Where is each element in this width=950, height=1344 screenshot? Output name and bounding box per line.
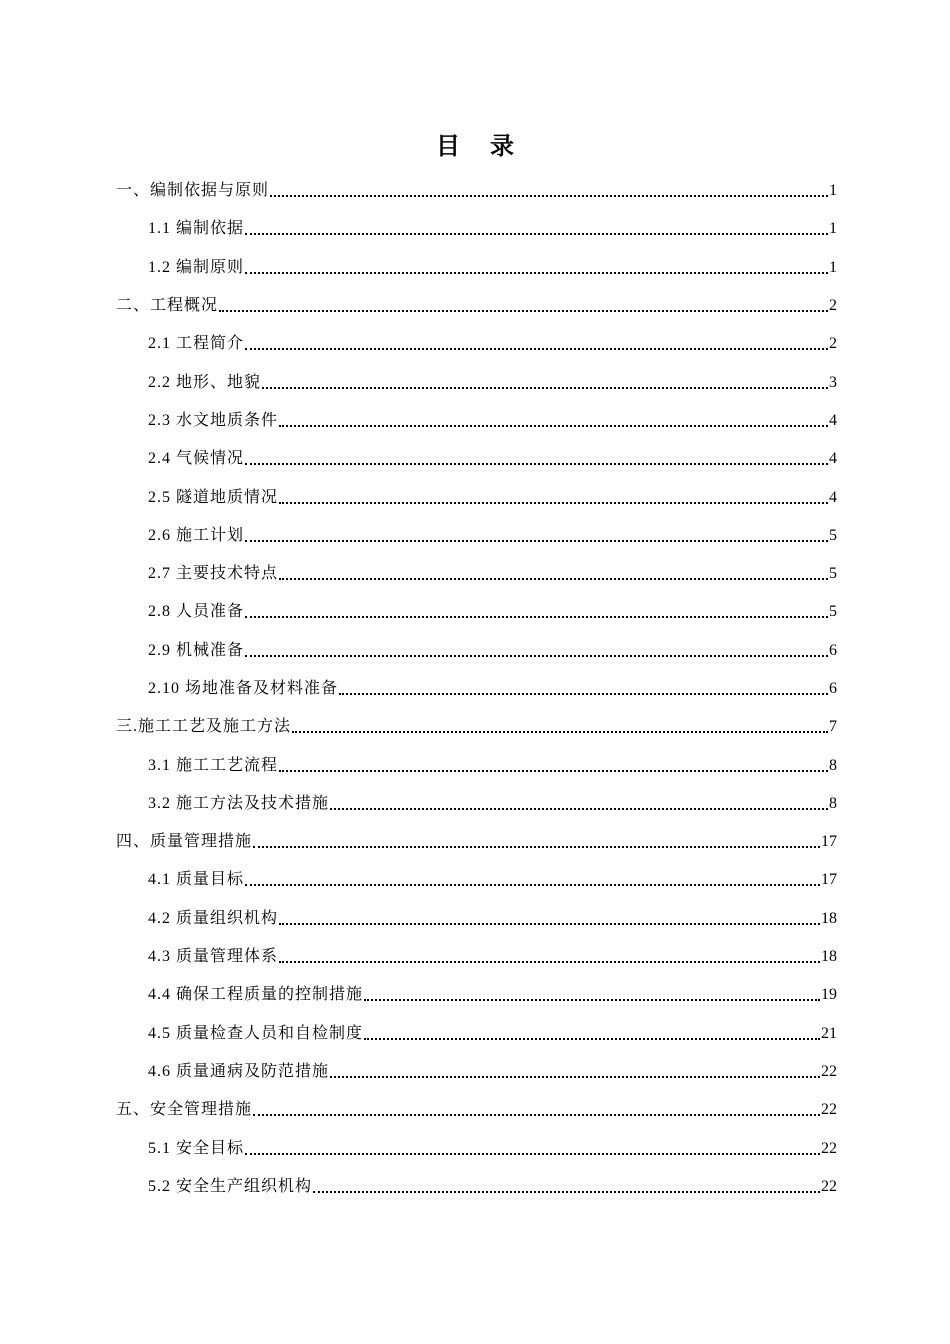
toc-entry-page-number: 4 bbox=[829, 450, 837, 468]
toc-entry-label: 二、工程概况 bbox=[116, 297, 219, 315]
toc-entry-page-number: 6 bbox=[829, 680, 837, 697]
toc-entry-page-number: 22 bbox=[821, 1101, 837, 1119]
toc-entry-label: 2.5 隧道地质情况 bbox=[148, 488, 279, 506]
toc-entry[interactable] bbox=[0, 632, 950, 670]
toc-title: 目 录 bbox=[436, 134, 526, 160]
toc-entry[interactable] bbox=[0, 670, 950, 708]
toc-entry[interactable] bbox=[0, 402, 950, 440]
toc-entry[interactable] bbox=[0, 325, 950, 363]
toc-entry-label: 2.10 场地准备及材料准备 bbox=[148, 680, 339, 697]
toc-entry[interactable] bbox=[0, 823, 950, 861]
toc-entry[interactable] bbox=[0, 172, 950, 210]
toc-entry-page-number: 6 bbox=[829, 641, 837, 659]
toc-entry-label: 1.2 编制原则 bbox=[148, 258, 245, 276]
toc-entry[interactable] bbox=[0, 1091, 950, 1129]
toc-entry-page-number: 17 bbox=[821, 833, 837, 851]
toc-entry-label: 三.施工工艺及施工方法 bbox=[116, 718, 292, 736]
toc-entry-page-number: 4 bbox=[829, 411, 837, 429]
toc-entry-page-number: 17 bbox=[821, 871, 837, 889]
toc-entry-page-number: 8 bbox=[829, 794, 837, 812]
toc-entry-label: 2.1 工程简介 bbox=[148, 335, 245, 353]
toc-entry-label: 5.1 安全目标 bbox=[148, 1139, 245, 1157]
dot-leader bbox=[292, 717, 828, 737]
toc-entry-page-number: 1 bbox=[829, 220, 837, 238]
toc-entry[interactable] bbox=[0, 1053, 950, 1091]
toc-entry-label: 2.3 水文地质条件 bbox=[148, 411, 279, 429]
toc-entry[interactable] bbox=[0, 900, 950, 938]
dot-leader bbox=[279, 488, 828, 508]
toc-entry-label: 2.2 地形、地貌 bbox=[148, 373, 262, 391]
dot-leader bbox=[245, 641, 828, 661]
dot-leader bbox=[245, 602, 828, 622]
dot-leader bbox=[279, 947, 820, 967]
toc-entry-label: 1.1 编制依据 bbox=[148, 220, 245, 238]
dot-leader bbox=[245, 1139, 820, 1159]
toc-entry-page-number: 8 bbox=[829, 756, 837, 774]
toc-entry-page-number: 3 bbox=[829, 373, 837, 391]
dot-leader bbox=[245, 258, 828, 278]
toc-entry[interactable] bbox=[0, 593, 950, 631]
toc-entry[interactable] bbox=[0, 1168, 950, 1206]
dot-leader bbox=[339, 679, 828, 699]
dot-leader bbox=[313, 1177, 820, 1197]
toc-entry-page-number: 18 bbox=[821, 948, 837, 966]
toc-entry[interactable] bbox=[0, 440, 950, 478]
dot-leader bbox=[330, 1062, 820, 1082]
toc-entry-page-number: 22 bbox=[821, 1177, 837, 1195]
toc-entry-page-number: 4 bbox=[829, 488, 837, 506]
toc-entry-page-number: 5 bbox=[829, 603, 837, 621]
toc-entry-page-number: 5 bbox=[829, 526, 837, 544]
dot-leader bbox=[279, 564, 828, 584]
toc-entry[interactable] bbox=[0, 249, 950, 287]
dot-leader bbox=[364, 1024, 820, 1044]
toc-entry-label: 4.5 质量检查人员和自检制度 bbox=[148, 1024, 364, 1042]
dot-leader bbox=[270, 181, 828, 201]
dot-leader bbox=[364, 985, 820, 1005]
toc-entry-label: 3.2 施工方法及技术措施 bbox=[148, 794, 330, 812]
dot-leader bbox=[245, 526, 828, 546]
toc-entry-label: 五、安全管理措施 bbox=[116, 1101, 253, 1119]
toc-entry-page-number: 7 bbox=[829, 718, 837, 736]
toc-entry[interactable] bbox=[0, 1015, 950, 1053]
table-of-contents bbox=[0, 172, 950, 1206]
dot-leader bbox=[253, 1100, 820, 1120]
toc-entry-label: 2.4 气候情况 bbox=[148, 450, 245, 468]
dot-leader bbox=[219, 296, 828, 316]
toc-entry-page-number: 21 bbox=[821, 1024, 837, 1042]
dot-leader bbox=[330, 794, 828, 814]
toc-entry[interactable] bbox=[0, 287, 950, 325]
toc-entry-label: 2.8 人员准备 bbox=[148, 603, 245, 621]
toc-entry-page-number: 1 bbox=[829, 258, 837, 276]
toc-entry-label: 4.2 质量组织机构 bbox=[148, 909, 279, 927]
toc-entry-label: 一、编制依据与原则 bbox=[116, 182, 270, 200]
toc-entry[interactable] bbox=[0, 517, 950, 555]
dot-leader bbox=[279, 756, 828, 776]
toc-entry-page-number: 5 bbox=[829, 565, 837, 583]
toc-entry[interactable] bbox=[0, 785, 950, 823]
toc-entry-label: 5.2 安全生产组织机构 bbox=[148, 1177, 313, 1195]
toc-entry-page-number: 22 bbox=[821, 1062, 837, 1080]
toc-entry-label: 3.1 施工工艺流程 bbox=[148, 756, 279, 774]
toc-entry[interactable] bbox=[0, 478, 950, 516]
toc-entry-page-number: 22 bbox=[821, 1139, 837, 1157]
toc-entry-label: 四、质量管理措施 bbox=[116, 833, 253, 851]
toc-entry-label: 2.6 施工计划 bbox=[148, 526, 245, 544]
toc-entry-label: 4.6 质量通病及防范措施 bbox=[148, 1062, 330, 1080]
toc-entry-page-number: 2 bbox=[829, 297, 837, 315]
toc-entry[interactable] bbox=[0, 861, 950, 899]
dot-leader bbox=[262, 373, 828, 393]
dot-leader bbox=[279, 411, 828, 431]
dot-leader bbox=[245, 219, 828, 239]
toc-entry-page-number: 18 bbox=[821, 909, 837, 927]
toc-entry[interactable] bbox=[0, 938, 950, 976]
dot-leader bbox=[245, 449, 828, 469]
toc-entry[interactable] bbox=[0, 708, 950, 746]
toc-entry-page-number: 19 bbox=[821, 986, 837, 1004]
dot-leader bbox=[253, 832, 820, 852]
toc-entry[interactable] bbox=[0, 746, 950, 784]
toc-entry-label: 4.4 确保工程质量的控制措施 bbox=[148, 986, 364, 1004]
toc-entry[interactable] bbox=[0, 210, 950, 248]
toc-entry-label: 4.3 质量管理体系 bbox=[148, 948, 279, 966]
toc-entry-label: 2.7 主要技术特点 bbox=[148, 565, 279, 583]
dot-leader bbox=[245, 870, 820, 890]
toc-entry[interactable] bbox=[0, 555, 950, 593]
toc-entry-label: 4.1 质量目标 bbox=[148, 871, 245, 889]
dot-leader bbox=[245, 334, 828, 354]
dot-leader bbox=[279, 909, 820, 929]
toc-entry-page-number: 2 bbox=[829, 335, 837, 353]
toc-entry[interactable] bbox=[0, 976, 950, 1014]
toc-entry-label: 2.9 机械准备 bbox=[148, 641, 245, 659]
toc-entry[interactable] bbox=[0, 363, 950, 401]
toc-entry[interactable] bbox=[0, 1129, 950, 1167]
toc-entry-page-number: 1 bbox=[829, 182, 837, 200]
